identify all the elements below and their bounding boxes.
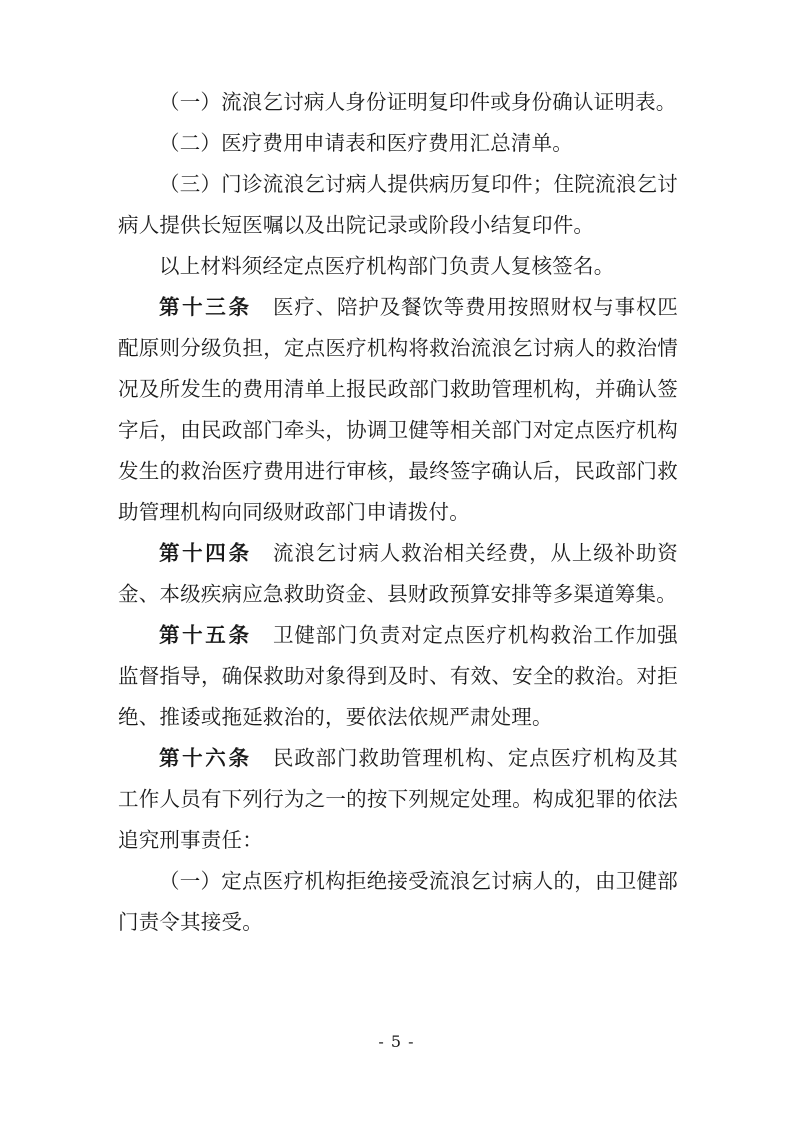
paragraph-text: （一）流浪乞讨病人身份证明复印件或身份确认证明表。 — [159, 90, 677, 114]
paragraph-note — [118, 246, 678, 287]
paragraph-item-1 — [118, 82, 678, 123]
paragraph-item-3 — [118, 164, 678, 246]
article-thirteen — [118, 287, 678, 533]
paragraph-text: 医疗、陪护及餐饮等费用按照财权与事权匹配原则分级负担，定点医疗机构将救治流浪乞讨病人的救治情况及所发生的费用清单上报民政部门救助管理机构，并确认签字后，由民政部门牵头，协调卫健等相关部门对定点医疗机构发生的救治医疗费用进行审核，最终签字确认后，民政部门救助管理机构向同级财政部门申请拨付。 — [118, 295, 678, 524]
paragraph-item-4 — [118, 861, 678, 943]
paragraph-text: 卫健部门负责对定点医疗机构救治工作加强监督指导，确保救助对象得到及时、有效、安全的救治。对拒绝、推诿或拖延救治的，要依法依规严肃处理。 — [118, 623, 678, 729]
page-number: - 5 - — [378, 1032, 415, 1051]
article-label: 第十三条 — [159, 295, 252, 319]
paragraph-item-2 — [118, 123, 678, 164]
paragraph-text: 民政部门救助管理机构、定点医疗机构及其工作人员有下列行为之一的按下列规定处理。构成犯罪的依法追究刑事责任： — [118, 746, 678, 852]
article-label: 第十六条 — [159, 746, 252, 770]
paragraph-text: 流浪乞讨病人救治相关经费，从上级补助资金、本级疾病应急救助资金、县财政预算安排等多渠道筹集。 — [118, 541, 678, 606]
article-fifteen — [118, 615, 678, 738]
paragraph-text: （一）定点医疗机构拒绝接受流浪乞讨病人的，由卫健部门责令其接受。 — [118, 869, 678, 934]
document-body — [118, 82, 678, 943]
article-label: 第十四条 — [159, 541, 252, 565]
article-fourteen — [118, 533, 678, 615]
paragraph-text: （三）门诊流浪乞讨病人提供病历复印件；住院流浪乞讨病人提供长短医嘱以及出院记录或阶段小结复印件。 — [118, 172, 678, 237]
article-label: 第十五条 — [159, 623, 252, 647]
paragraph-text: （二）医疗费用申请表和医疗费用汇总清单。 — [159, 131, 573, 155]
paragraph-text: 以上材料须经定点医疗机构部门负责人复核签名。 — [159, 254, 615, 278]
article-sixteen — [118, 738, 678, 861]
